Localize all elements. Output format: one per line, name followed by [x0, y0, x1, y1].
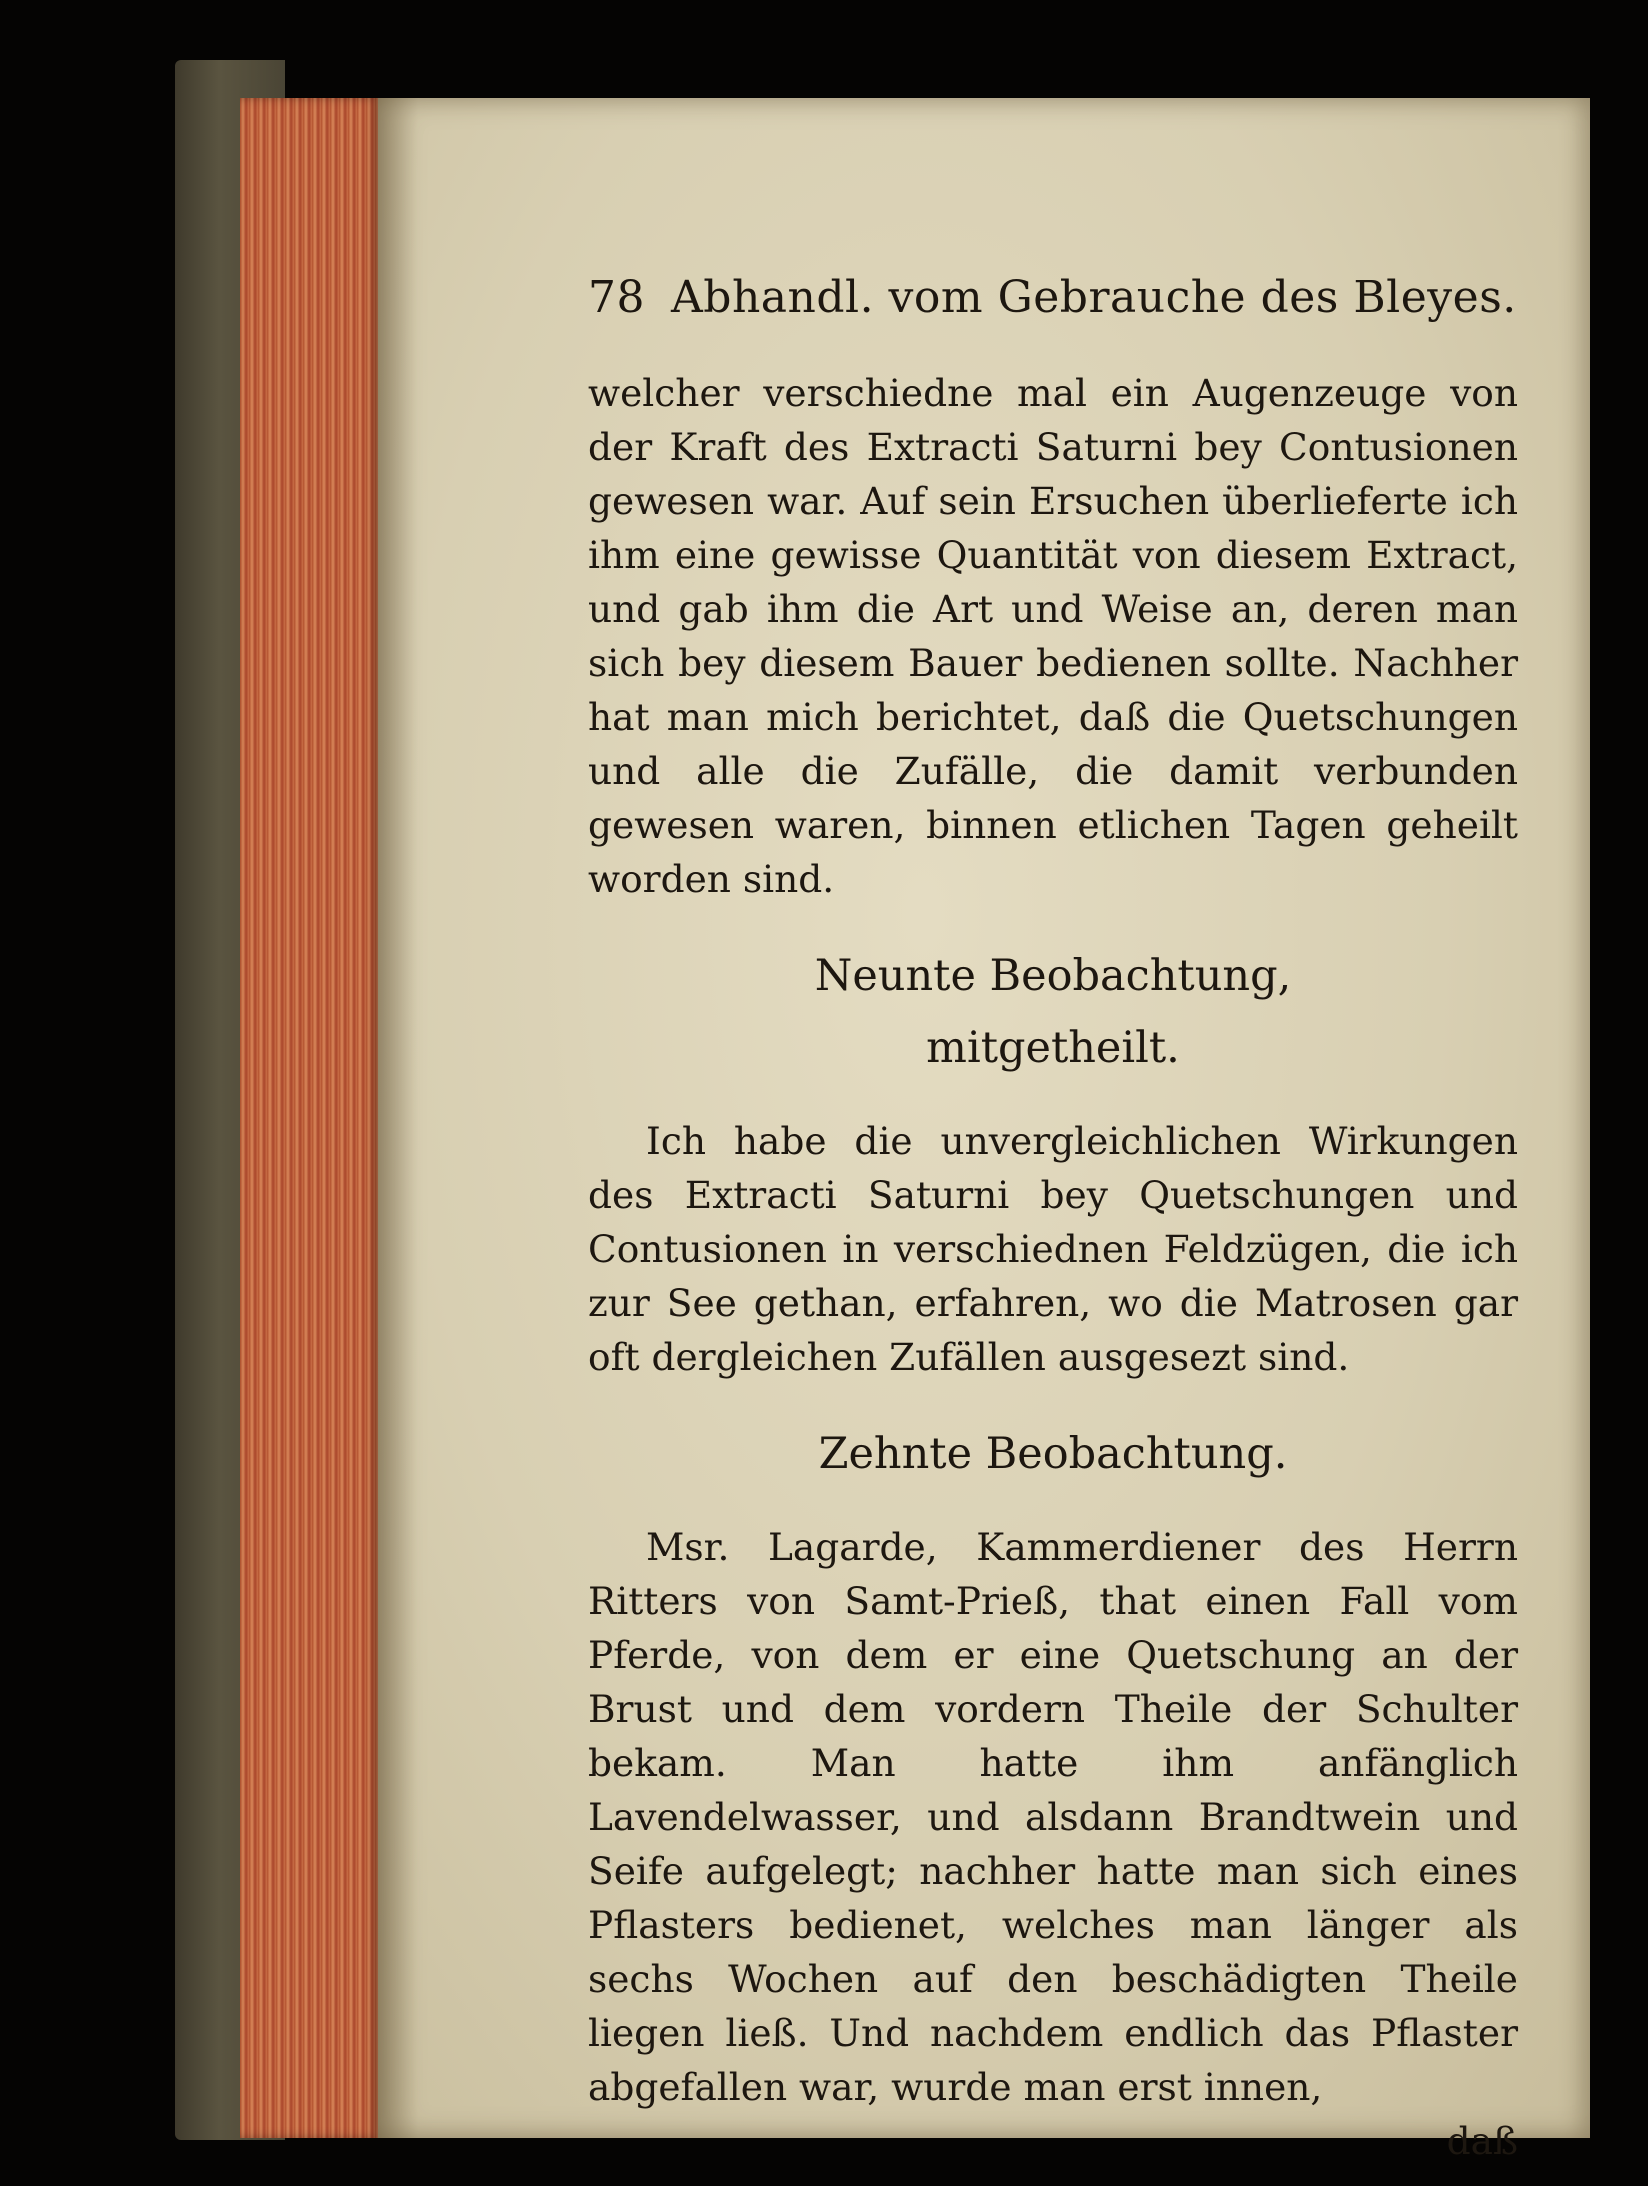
paragraph-ninth-observation: Ich habe die unvergleichlichen Wirkungen des Extracti Saturni bey Quetschungen und Contusionen in verschiednen Feldzügen, die ich zur See gethan, erfahren, wo die Matrosen gar oft dergleichen Zufällen ausgesezt sind. [588, 1119, 1518, 1379]
page-number: 78 [588, 272, 645, 323]
paragraph-continuation: welcher verschiedne mal ein Augenzeuge von der Kraft des Extracti Saturni bey Contusionen gewesen war. Auf sein Ersuchen überlieferte ich ihm eine gewisse Quantität von diesem Extract, und gab ihm die Art und Weise an, deren man sich bey diesem Bauer bedienen sollte. Nachher hat man mich berichtet, daß die Quetschungen und alle die Zufälle, die damit verbunden gewesen waren, binnen etlichen Tagen geheilt worden sind. [588, 371, 1518, 901]
heading-ninth-observation: Neunte Beobachtung, [814, 951, 1292, 1001]
catchword: daß [1446, 2119, 1518, 2163]
heading-tenth-observation: Zehnte Beobachtung. [818, 1429, 1288, 1479]
book-page [378, 98, 1590, 2163]
page-edges [240, 98, 380, 2138]
running-head [588, 268, 1518, 328]
running-title: Abhandl. vom Gebrauche des Bleyes. [671, 272, 1517, 323]
gutter-shadow [378, 98, 418, 2138]
heading-ninth-subtitle: mitgetheilt. [926, 1023, 1180, 1073]
paragraph-tenth-observation: Msr. Lagarde, Kammerdiener des Herrn Ritters von Samt-Prieß, that einen Fall vom Pferde, von dem er eine Quetschung an der Brust und dem vordern Theile der Schulter bekam. Man hatte ihm anfänglich Lavendelwasser, und alsdann Brandtwein und Seife aufgelegt; nachher hatte man sich eines Pflasters bedienet, welches man länger als sechs Wochen auf den beschädigten Theile liegen ließ. Und nachdem endlich das Pflaster abgefallen war, wurde man erst innen, [588, 1525, 1518, 2109]
text-block [588, 268, 1518, 2168]
